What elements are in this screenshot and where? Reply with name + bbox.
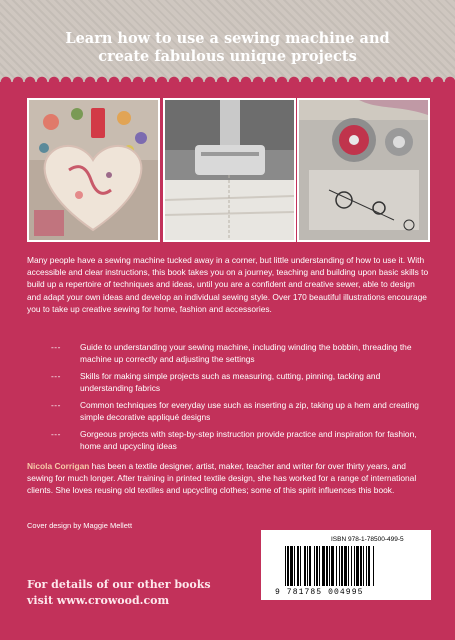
barcode-bar bbox=[329, 546, 330, 586]
barcode-bar bbox=[319, 546, 320, 586]
feature-text: Skills for making simple projects such as measuring, cutting, pinning, tacking and understanding fabrics bbox=[80, 370, 381, 394]
banner-title bbox=[0, 30, 455, 66]
photo-presser-foot bbox=[163, 98, 296, 242]
feature-bullet: --- bbox=[51, 399, 61, 410]
feature-text: Guide to understanding your sewing machine, including winding the bobbin, threading the machine up correctly and adjusting the settings bbox=[80, 342, 412, 365]
barcode-bar bbox=[360, 546, 362, 586]
barcode-bar bbox=[314, 546, 315, 586]
feature-item bbox=[27, 341, 429, 365]
barcode-bar bbox=[290, 546, 293, 586]
banner-scallop-edge bbox=[0, 74, 455, 82]
bobbin-winder-illustration bbox=[299, 100, 428, 240]
barcode-bar bbox=[336, 546, 337, 586]
barcode-bar bbox=[339, 546, 340, 586]
author-bio bbox=[27, 460, 429, 497]
footer-promo bbox=[27, 577, 211, 609]
barcode-bar bbox=[366, 546, 367, 586]
barcode-bar bbox=[348, 546, 349, 586]
barcode-bar bbox=[341, 546, 343, 586]
feature-text: Common techniques for everyday use such as inserting a zip, taking up a hem and creating simple decorative appliqué designs bbox=[80, 399, 419, 423]
feature-text: Gorgeous projects with step-by-step instruction provide practice and inspiration for fashion, home and upcycling ideas bbox=[80, 428, 417, 451]
barcode-bar bbox=[368, 546, 370, 586]
author-bio-text: has been a textile designer, artist, maker, teacher and writer for over thirty years, and sewing for much longer. After training in printed textile design, she has worked for a range of international clients. She loves reusing old textiles and upcycling clothes; some of this spirit influences this book. bbox=[27, 461, 417, 496]
feature-item bbox=[27, 428, 429, 452]
barcode-bar bbox=[363, 546, 364, 586]
barcode-bar bbox=[304, 546, 306, 586]
isbn-barcode bbox=[258, 527, 434, 603]
feature-list bbox=[27, 341, 429, 457]
heart-pincushion-illustration bbox=[29, 100, 158, 240]
feature-bullet: --- bbox=[51, 428, 61, 439]
banner bbox=[0, 0, 455, 82]
feature-bullet: --- bbox=[51, 342, 61, 352]
footer-line-1: For details of our other books bbox=[27, 578, 211, 591]
author-name: Nicola Corrigan bbox=[27, 461, 90, 471]
feature-bullet: --- bbox=[51, 370, 61, 381]
feature-item bbox=[27, 370, 429, 394]
barcode-bar bbox=[326, 546, 328, 586]
barcode-bar bbox=[285, 546, 286, 586]
barcode-bar bbox=[331, 546, 334, 586]
barcode-bar bbox=[294, 546, 295, 586]
barcode-bar bbox=[316, 546, 318, 586]
presser-foot-illustration bbox=[165, 100, 294, 240]
barcode-bar bbox=[300, 546, 301, 586]
barcode-bar bbox=[354, 546, 355, 586]
barcode-bar bbox=[297, 546, 299, 586]
barcode-bar bbox=[344, 546, 347, 586]
banner-title-line-2: create fabulous unique projects bbox=[98, 48, 357, 65]
barcode-bar bbox=[322, 546, 325, 586]
barcode-bars bbox=[283, 546, 423, 588]
photo-bobbin-winder bbox=[297, 98, 430, 242]
barcode-bar bbox=[356, 546, 359, 586]
banner-title-line-1: Learn how to use a sewing machine and bbox=[65, 30, 390, 47]
barcode-bar bbox=[309, 546, 311, 586]
photo-heart-pincushion bbox=[27, 98, 160, 242]
barcode-bar bbox=[351, 546, 352, 586]
barcode-bar bbox=[307, 546, 308, 586]
barcode-digits: 9 781785 004995 bbox=[275, 588, 364, 597]
book-description: Many people have a sewing machine tucked away in a corner, but little understanding of how to use it. With accessible and clear instructions, this book takes you on a journey, teaching and building upon basic skills to build up a repertoire of techniques and ideas, until you are a confident and creative sewer, able to design and adapt your own ideas and develop an individual sewing style. Over 170 beautiful illustrations encourage you to take up creative sewing for home, fashion and accessories. bbox=[27, 255, 429, 314]
barcode-bar bbox=[287, 546, 289, 586]
barcode-bar bbox=[373, 546, 374, 586]
feature-item bbox=[27, 399, 429, 423]
cover-credit: Cover design by Maggie Mellett bbox=[27, 521, 133, 530]
footer-line-2[interactable]: visit www.crowood.com bbox=[27, 594, 170, 607]
isbn-label: ISBN 978-1-78500-499-5 bbox=[331, 536, 404, 543]
